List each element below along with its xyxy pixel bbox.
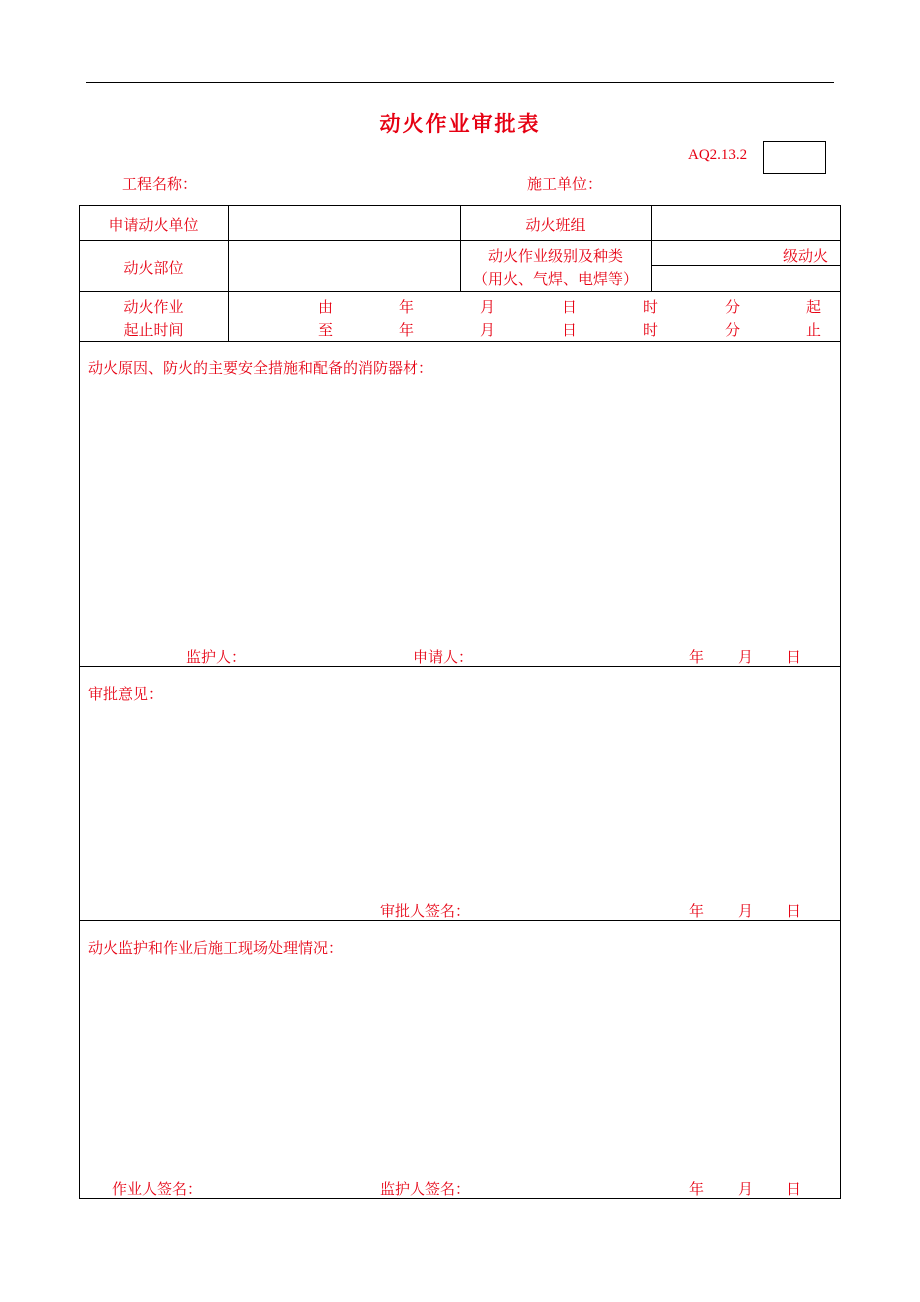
applicant-unit-field[interactable] [229, 206, 460, 240]
construction-unit-label: 施工单位： [527, 175, 603, 193]
measures-applicant-label: 申请人： [413, 648, 474, 666]
time-label-line2: 起止时间 [123, 321, 184, 339]
measures-date-day: 日 [786, 648, 802, 666]
aftermath-date-month: 月 [738, 1180, 754, 1198]
time-end-month: 月 [480, 321, 496, 339]
team-field[interactable] [652, 206, 840, 240]
time-start-day: 日 [562, 298, 578, 316]
time-start-minute: 分 [725, 298, 741, 316]
time-end-suffix: 止 [806, 321, 822, 339]
approval-date-year: 年 [689, 902, 705, 920]
time-end-minute: 分 [725, 321, 741, 339]
team-label: 动火班组 [525, 216, 586, 234]
aftermath-date-day: 日 [786, 1180, 802, 1198]
measures-date-year: 年 [689, 648, 705, 666]
time-start-from: 由 [318, 298, 334, 316]
aftermath-date-year: 年 [689, 1180, 705, 1198]
time-end-year: 年 [399, 321, 415, 339]
level-type-label-line2: （用火、气焊、电焊等） [472, 270, 638, 288]
approval-date-month: 月 [738, 902, 754, 920]
measures-heading: 动火原因、防火的主要安全措施和配备的消防器材： [88, 359, 434, 377]
type-field[interactable] [652, 266, 840, 291]
approval-date-day: 日 [786, 902, 802, 920]
aftermath-field[interactable] [88, 962, 832, 1170]
guardian-signature-label: 监护人签名： [380, 1180, 471, 1198]
time-end-hour: 时 [643, 321, 659, 339]
location-field[interactable] [229, 241, 460, 291]
aftermath-heading: 动火监护和作业后施工现场处理情况： [88, 939, 344, 957]
level-field[interactable] [652, 241, 782, 265]
measures-guardian-label: 监护人： [186, 648, 247, 666]
level-type-label-line1: 动火作业级别及种类 [487, 247, 623, 265]
form-code: AQ2.13.2 [688, 147, 748, 163]
approver-signature-label: 审批人签名： [380, 902, 471, 920]
time-start-month: 月 [480, 298, 496, 316]
level-suffix: 级动火 [783, 247, 829, 265]
location-label: 动火部位 [123, 259, 184, 277]
approval-field[interactable] [88, 708, 832, 892]
time-start-suffix: 起 [806, 298, 822, 316]
project-name-label: 工程名称： [122, 175, 198, 193]
approval-heading: 审批意见： [88, 685, 164, 703]
time-end-to: 至 [318, 321, 334, 339]
top-rule [86, 82, 834, 83]
time-end-day: 日 [562, 321, 578, 339]
time-start-hour: 时 [643, 298, 659, 316]
page-title: 动火作业审批表 [379, 112, 541, 136]
time-label-line1: 动火作业 [123, 298, 184, 316]
form-number-box[interactable] [763, 141, 826, 174]
applicant-unit-label: 申请动火单位 [108, 216, 199, 234]
measures-date-month: 月 [738, 648, 754, 666]
measures-field[interactable] [88, 382, 832, 638]
time-start-year: 年 [399, 298, 415, 316]
worker-signature-label: 作业人签名： [112, 1180, 203, 1198]
